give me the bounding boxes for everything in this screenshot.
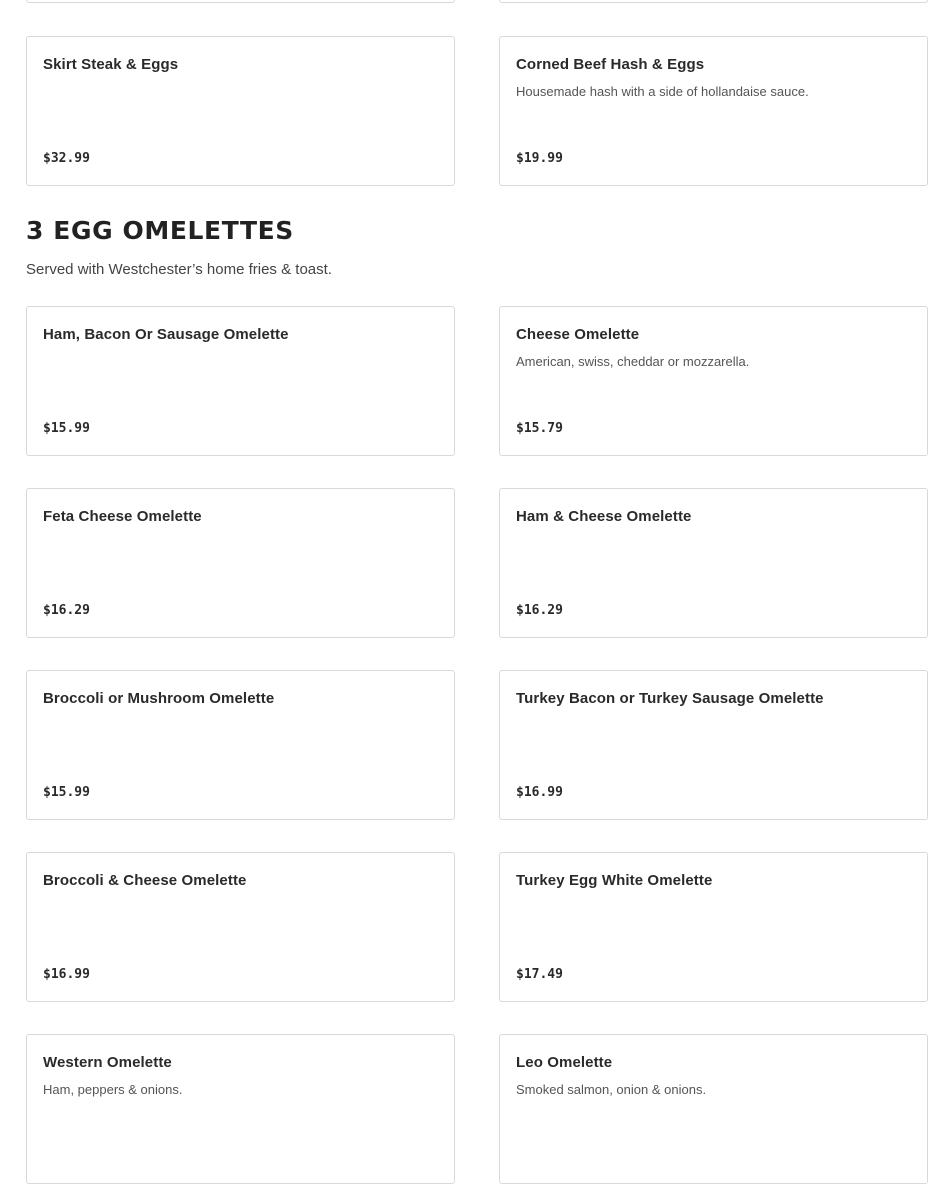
menu-item-name: Turkey Bacon or Turkey Sausage Omelette — [516, 690, 824, 707]
menu-item-card-cutoff[interactable] — [26, 0, 455, 3]
menu-item-price: $19.99 — [516, 151, 563, 166]
menu-item-card[interactable] — [26, 36, 455, 186]
menu-item-description: Housemade hash with a side of hollandaise sauce. — [516, 84, 809, 99]
menu-item-price: $16.99 — [516, 785, 563, 800]
menu-item-name: Feta Cheese Omelette — [43, 508, 202, 525]
menu-item-card[interactable] — [26, 670, 455, 820]
menu-item-name: Broccoli & Cheese Omelette — [43, 872, 247, 889]
menu-item-name: Leo Omelette — [516, 1054, 613, 1071]
menu-item-name: Corned Beef Hash & Eggs — [516, 56, 705, 73]
menu-item-card[interactable] — [26, 488, 455, 638]
menu-item-price: $15.99 — [43, 421, 90, 436]
menu-item-card-cutoff[interactable] — [499, 0, 928, 3]
menu-item-price: $32.99 — [43, 151, 90, 166]
section-subtitle: Served with Westchester’s home fries & toast. — [26, 261, 332, 278]
menu-item-description: Smoked salmon, onion & onions. — [516, 1082, 707, 1097]
menu-item-name: Western Omelette — [43, 1054, 172, 1071]
menu-item-price: $16.29 — [516, 603, 563, 618]
menu-item-description: Ham, peppers & onions. — [43, 1082, 183, 1097]
menu-item-price: $15.99 — [43, 785, 90, 800]
menu-item-price: $17.49 — [516, 967, 563, 982]
menu-item-price: $16.29 — [43, 603, 90, 618]
menu-item-name: Skirt Steak & Eggs — [43, 56, 179, 73]
menu-item-name: Ham, Bacon Or Sausage Omelette — [43, 326, 289, 343]
menu-item-name: Cheese Omelette — [516, 326, 640, 343]
menu-item-name: Turkey Egg White Omelette — [516, 872, 713, 889]
menu-item-card[interactable] — [499, 1034, 928, 1184]
section-title: 3 EGG OMELETTES — [26, 216, 294, 245]
menu-item-card[interactable] — [26, 306, 455, 456]
menu-item-card[interactable] — [26, 1034, 455, 1184]
menu-item-card[interactable] — [499, 36, 928, 186]
menu-item-price: $16.99 — [43, 967, 90, 982]
menu-item-name: Broccoli or Mushroom Omelette — [43, 690, 275, 707]
menu-item-card[interactable] — [499, 306, 928, 456]
menu-item-card[interactable] — [499, 852, 928, 1002]
menu-item-card[interactable] — [26, 852, 455, 1002]
menu-item-card[interactable] — [499, 670, 928, 820]
menu-item-card[interactable] — [499, 488, 928, 638]
menu-item-price: $15.79 — [516, 421, 563, 436]
menu-item-name: Ham & Cheese Omelette — [516, 508, 692, 525]
menu-item-description: American, swiss, cheddar or mozzarella. — [516, 354, 750, 369]
